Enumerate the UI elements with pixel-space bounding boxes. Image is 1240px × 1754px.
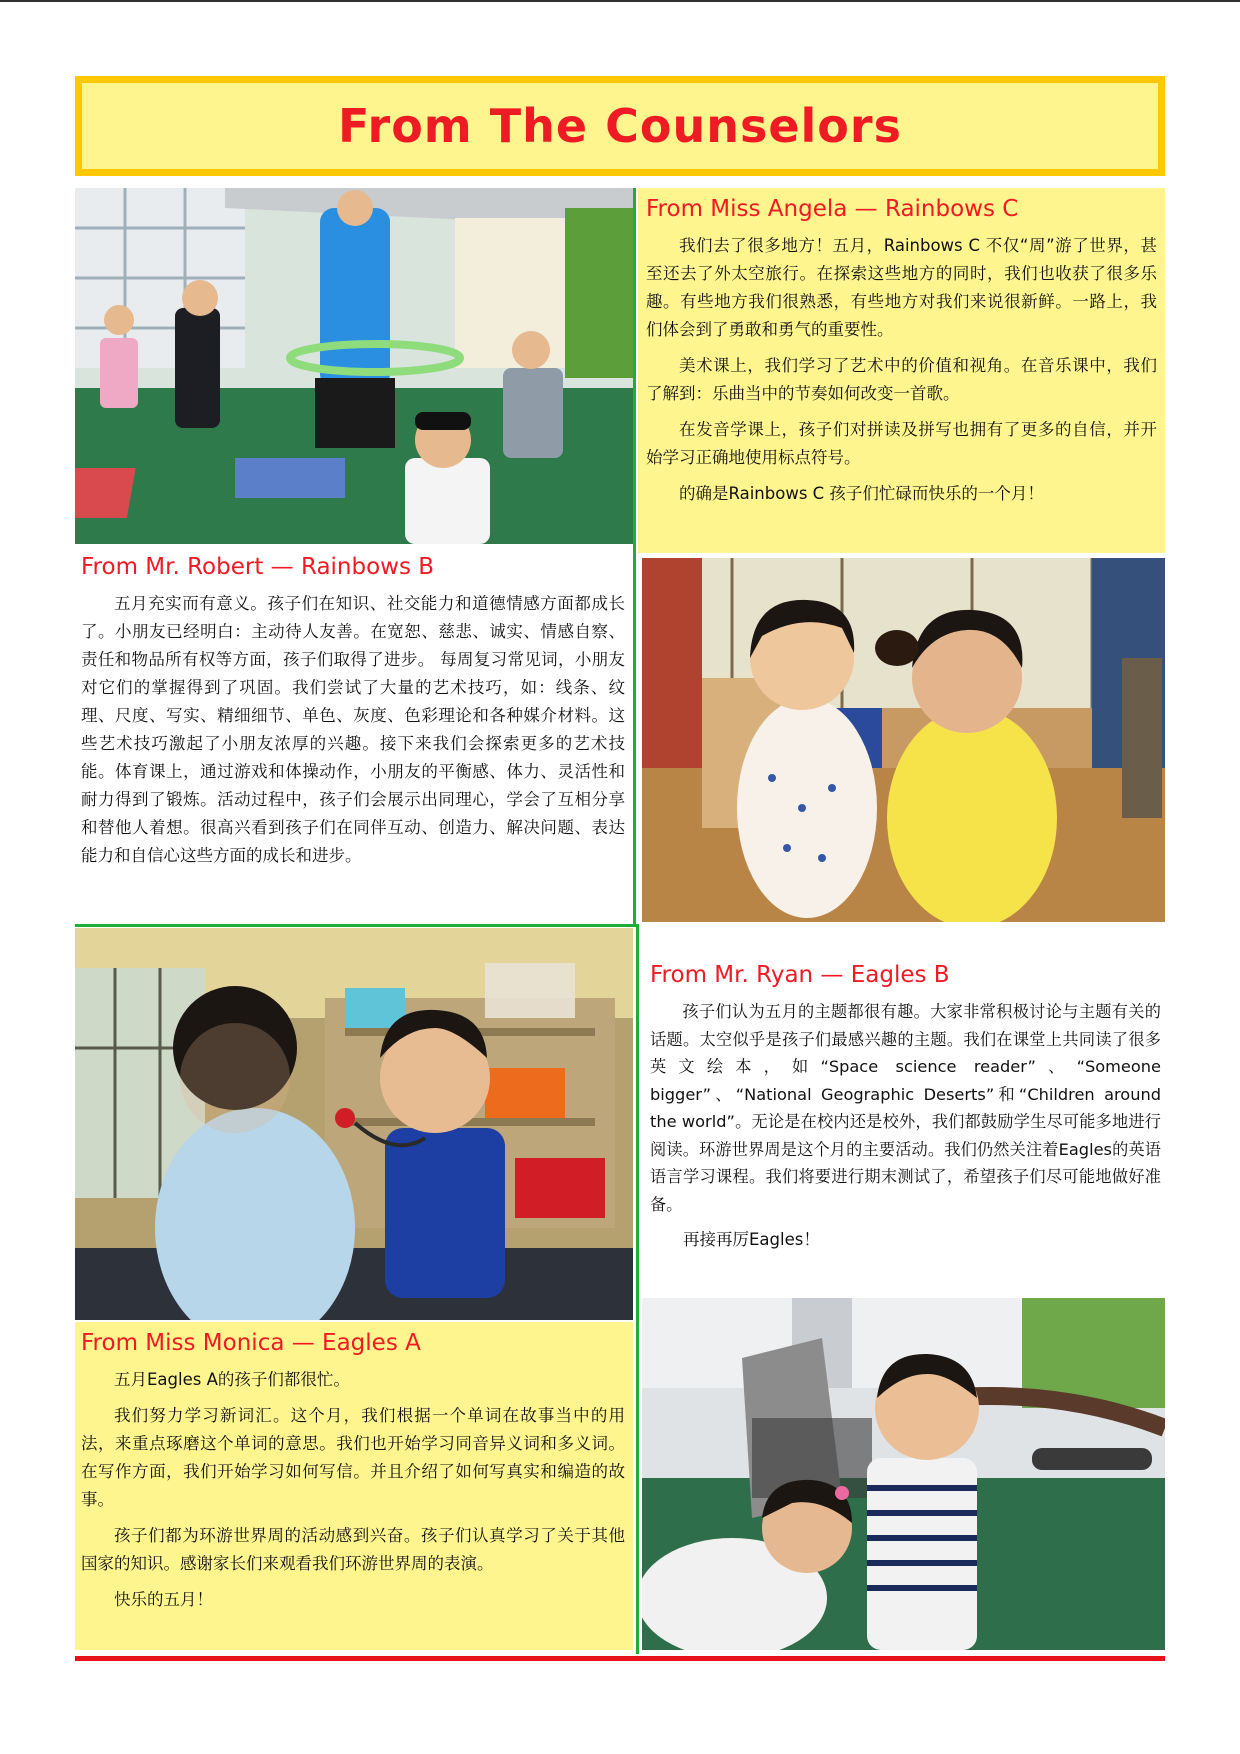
photo-doctor-play xyxy=(75,928,633,1320)
angela-paragraph-3: 在发音学课上，孩子们对拼读及拼写也拥有了更多的自信，并开始学习正确地使用标点符号。 xyxy=(646,420,1157,467)
photo-playground xyxy=(642,1298,1165,1650)
angela-paragraph-2: 美术课上，我们学习了艺术中的价值和视角。在音乐课中，我们了解到：乐曲当中的节奏如何改变一首歌。 xyxy=(646,356,1157,403)
section-heading-monica: From Miss Monica — Eagles A xyxy=(81,1330,421,1356)
photo-face-painting xyxy=(642,558,1165,922)
title-banner xyxy=(75,76,1165,176)
angela-paragraph-4: 的确是Rainbows C 孩子们忙碌而快乐的一个月！ xyxy=(679,484,1044,503)
monica-paragraph-4: 快乐的五月！ xyxy=(114,1590,213,1609)
page-title: From The Counselors xyxy=(338,99,902,153)
robert-paragraph-1: 五月充实而有意义。孩子们在知识、社交能力和道德情感方面都成长了。小朋友已经明白：主动待人友善。在宽恕、慈悲、诚实、情感自察、责任和物品所有权等方面，孩子们取得了进步。 每周复习常见词，小朋友对它们的掌握得到了巩固。我们尝试了大量的艺术技巧，如：线条、纹理、尺度、写实、精细细节、单色、灰度、色彩理论和各种媒介材料。这些艺术技巧激起了小朋友浓厚的兴趣。接下来我们会探索更多的艺术技能。体育课上，通过游戏和体操动作，小朋友的平衡感、体力、灵活性和耐力得到了锻炼。活动过程中，孩子们会展示出同理心，学会了互相分享和替他人着想。很高兴看到孩子们在同伴互动、创造力、解决问题、表达能力和自信心这些方面的成长和进步。 xyxy=(81,594,625,865)
section-heading-ryan: From Mr. Ryan — Eagles B xyxy=(650,962,950,988)
column-divider-bottom xyxy=(636,924,639,1654)
monica-paragraph-2: 我们努力学习新词汇。这个月，我们根据一个单词在故事当中的用法，来重点琢磨这个单词的意思。我们也开始学习同音异义词和多义词。在写作方面，我们开始学习如何写信。并且介绍了如何写真实和编造的故事。 xyxy=(81,1406,625,1509)
footer-rule xyxy=(75,1656,1165,1661)
column-divider-top xyxy=(633,188,636,924)
monica-paragraph-1: 五月Eagles A的孩子们都很忙。 xyxy=(114,1370,350,1389)
section-heading-angela: From Miss Angela — Rainbows C xyxy=(646,196,1019,222)
ryan-paragraph-2: 再接再厉Eagles！ xyxy=(683,1230,820,1249)
section-heading-robert: From Mr. Robert — Rainbows B xyxy=(81,554,435,580)
ryan-paragraph-1: 孩子们认为五月的主题都很有趣。大家非常积极讨论与主题有关的话题。太空似乎是孩子们最感兴趣的主题。我们在课堂上共同读了很多英文绘本，如“Space science reader”、“Someone bigger”、“National Geographic Deserts”和“Children around the world”。无论是在校内还是校外，我们都鼓励学生尽可能多地进行阅读。环游世界周是这个月的主要活动。我们仍然关注着Eagles的英语语言学习课程。我们将要进行期末测试了，希望孩子们尽可能地做好准备。 xyxy=(650,1002,1161,1214)
section-angela xyxy=(638,188,1165,553)
section-ryan xyxy=(642,960,1165,1260)
section-robert xyxy=(75,548,633,923)
section-monica xyxy=(75,1322,633,1650)
photo-gym-activity xyxy=(75,188,633,544)
monica-paragraph-3: 孩子们都为环游世界周的活动感到兴奋。孩子们认真学习了关于其他国家的知识。感谢家长们来观看我们环游世界周的表演。 xyxy=(81,1526,625,1573)
angela-paragraph-1: 我们去了很多地方！五月，Rainbows C 不仅“周”游了世界，甚至还去了外太空旅行。在探索这些地方的同时，我们也收获了很多乐趣。有些地方我们很熟悉，有些地方对我们来说很新鲜。一路上，我们体会到了勇敢和勇气的重要性。 xyxy=(646,236,1157,339)
row-divider-left xyxy=(75,924,639,927)
page-top-rule xyxy=(0,0,1240,2)
